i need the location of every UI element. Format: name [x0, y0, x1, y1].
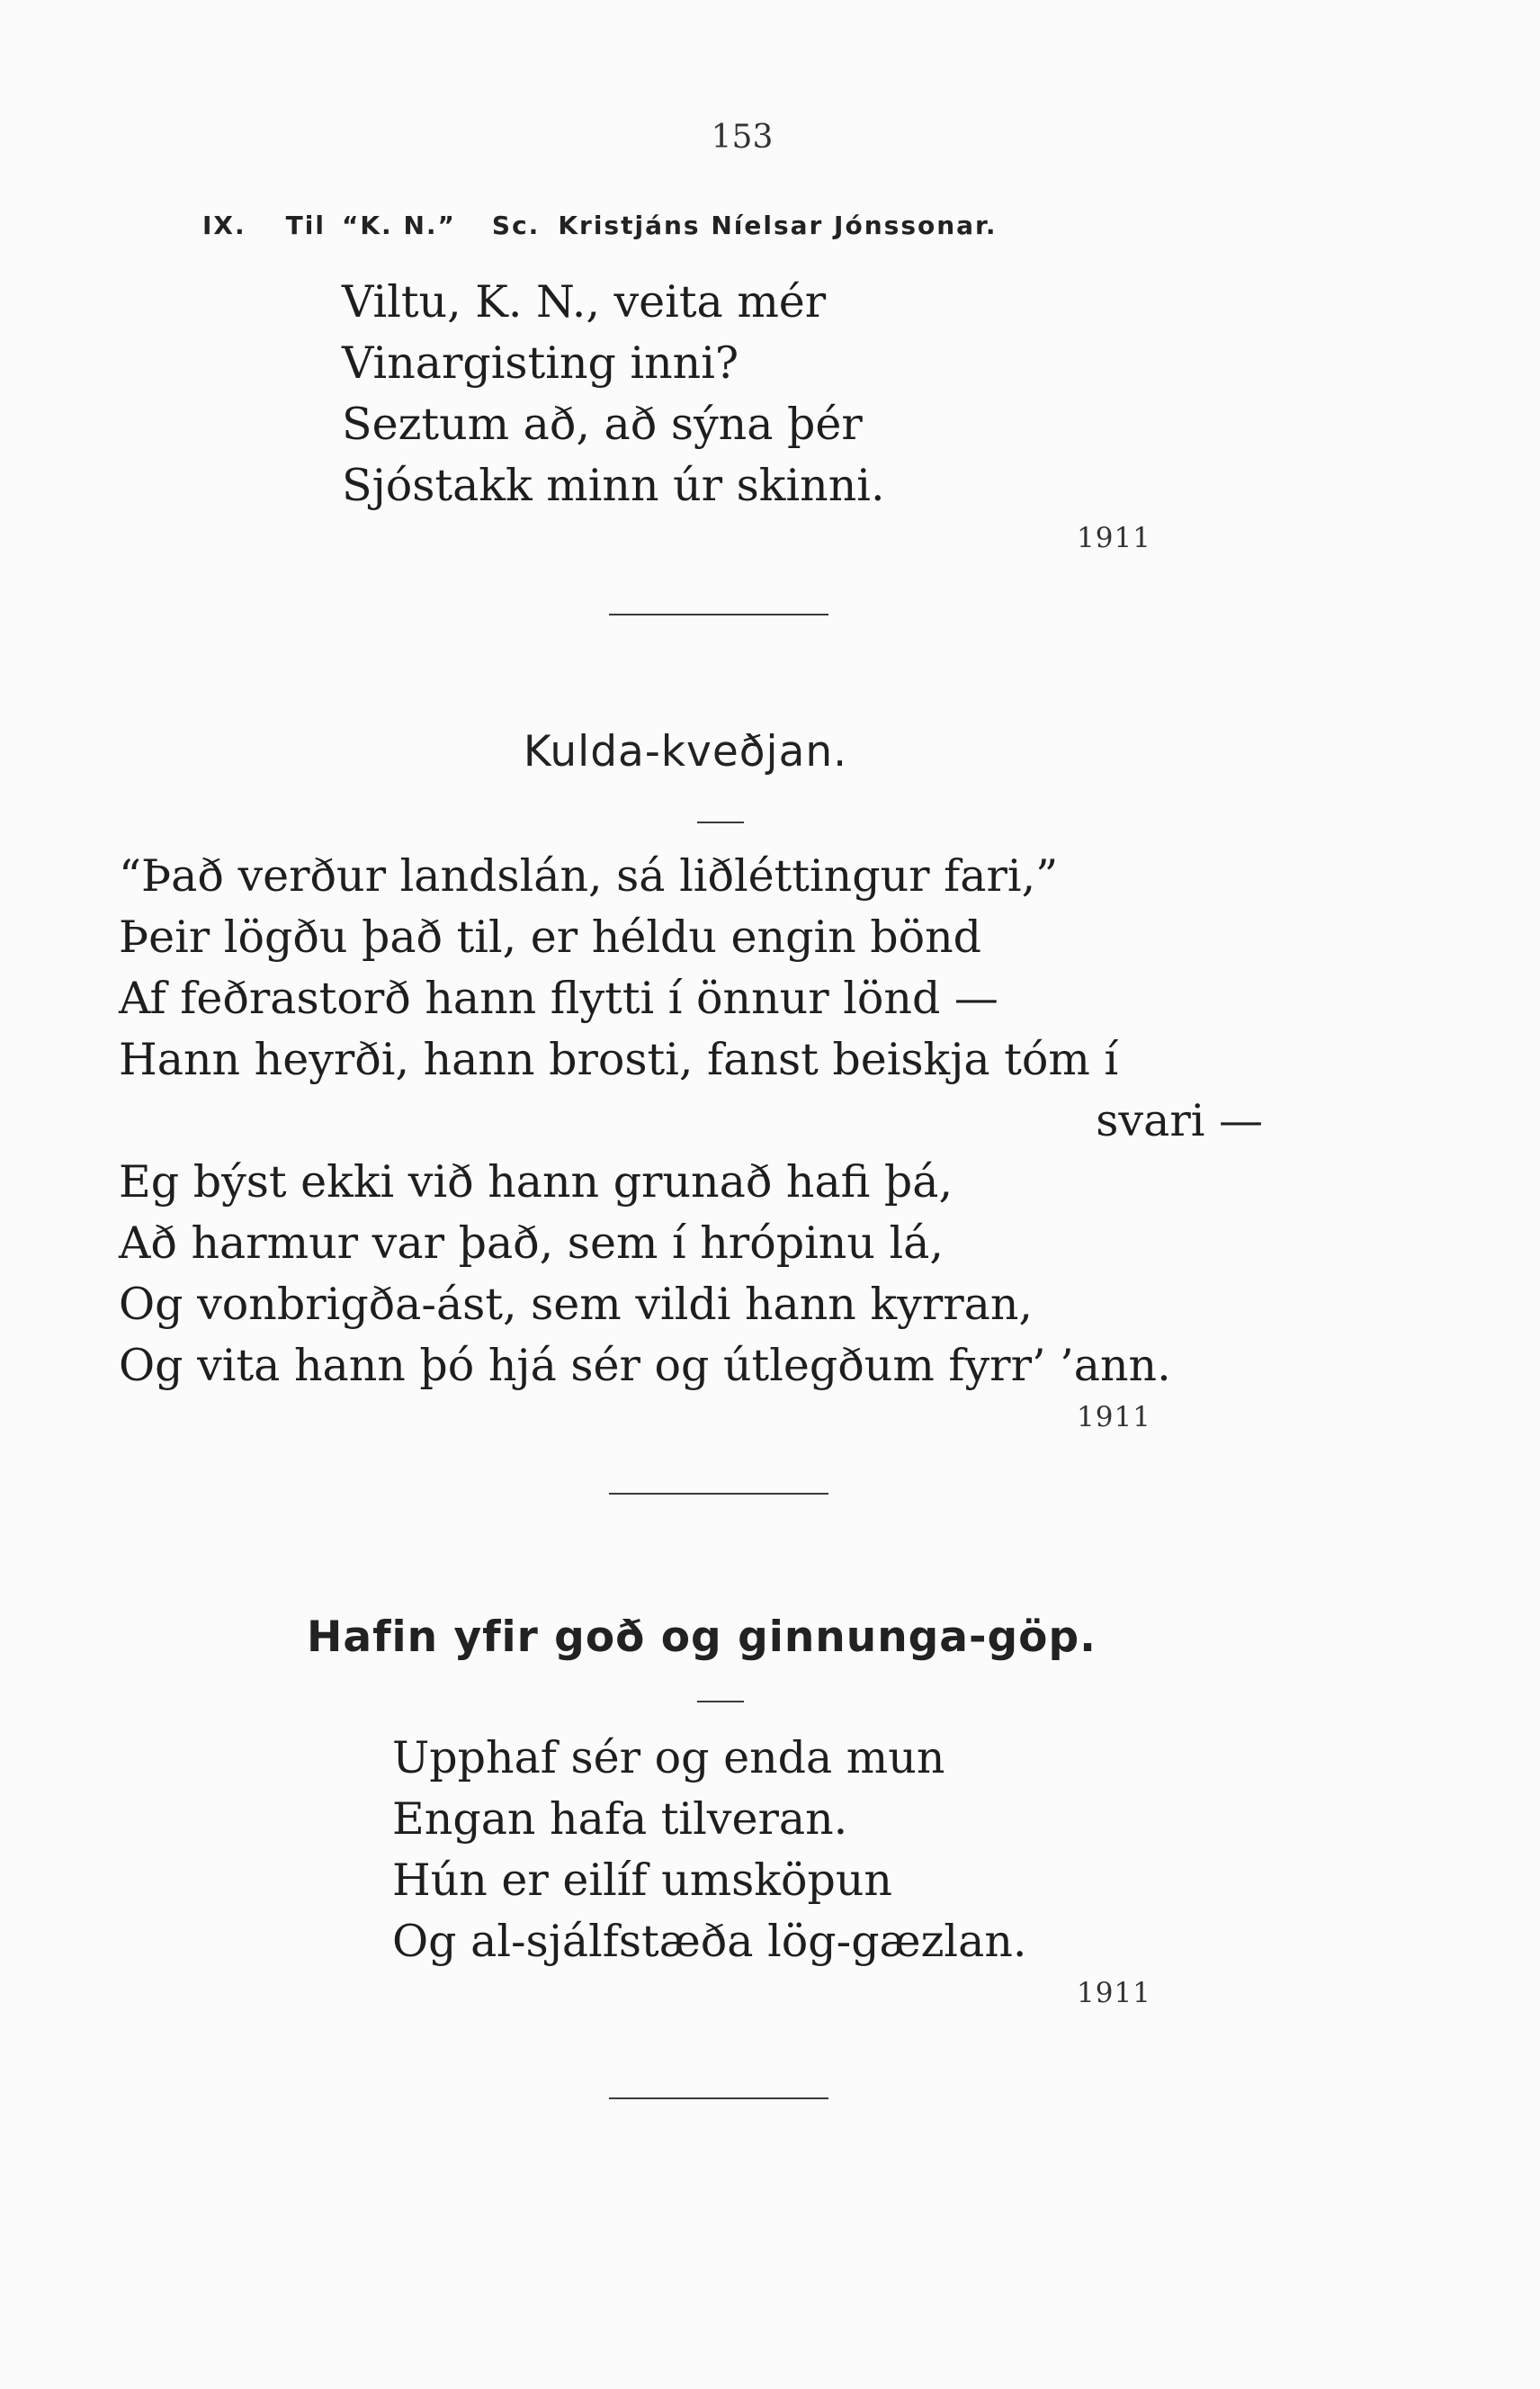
section-full-name: Kristjáns Níelsar Jónssonar. — [558, 211, 998, 240]
poem-line: Seztum að, að sýna þér — [342, 399, 863, 450]
poem-line: “Það verður landslán, sá liðléttingur fari,” — [119, 850, 1059, 902]
title-underline — [697, 822, 744, 823]
poem-2-date: 1911 — [1077, 1401, 1151, 1433]
poem-line: Viltu, K. N., veita mér — [342, 276, 827, 328]
poem-line: Vinargisting inni? — [342, 337, 739, 389]
poem-line: Sjóstakk minn úr skinni. — [342, 460, 885, 511]
page-number: 153 — [711, 119, 774, 156]
section-to-name: “K. N.” — [341, 211, 456, 240]
title-underline — [697, 1701, 744, 1702]
poem-1-body — [342, 272, 885, 516]
section-number: IX. — [202, 211, 246, 240]
poem-line: Hann heyrði, hann brosti, fanst beiskja tóm í — [119, 1034, 1119, 1085]
poem-2-body — [119, 846, 1263, 1397]
poem-line-continuation: svari — — [1096, 1095, 1263, 1146]
poem-line: Og vonbrigða-ást, sem vildi hann kyrran, — [119, 1279, 1034, 1330]
poem-2-title: Kulda-kveðjan. — [523, 727, 848, 777]
section-divider — [609, 2097, 828, 2099]
poem-line: Af feðrastorð hann flytti í önnur lönd — — [119, 973, 998, 1024]
section-heading — [202, 211, 1237, 240]
poem-line: Þeir lögðu það til, er héldu engin bönd — [119, 912, 982, 963]
poem-line: Hún er eilíf umsköpun — [392, 1855, 892, 1906]
poem-line: Og al-sjálfstæða lög-gæzlan. — [392, 1916, 1027, 1967]
poem-line: Engan hafa tilveran. — [392, 1793, 848, 1845]
poem-3-title: Hafin yfir goð og ginnunga-göp. — [307, 1612, 1097, 1662]
section-divider — [609, 1493, 828, 1495]
poem-3-body — [392, 1728, 1026, 1972]
poem-line: Og vita hann þó hjá sér og útlegðum fyrr’ ’ann. — [119, 1340, 1171, 1391]
poem-3-date: 1911 — [1077, 1977, 1151, 2009]
poem-line: Upphaf sér og enda mun — [392, 1732, 945, 1783]
section-divider — [609, 614, 828, 615]
poem-line: Eg býst ekki við hann grunað hafi þá, — [119, 1156, 954, 1208]
poem-line: Að harmur var það, sem í hrópinu lá, — [119, 1217, 944, 1269]
section-sc: Sc. — [491, 211, 541, 240]
section-to: Til — [285, 211, 326, 240]
poem-1-date: 1911 — [1077, 522, 1151, 554]
